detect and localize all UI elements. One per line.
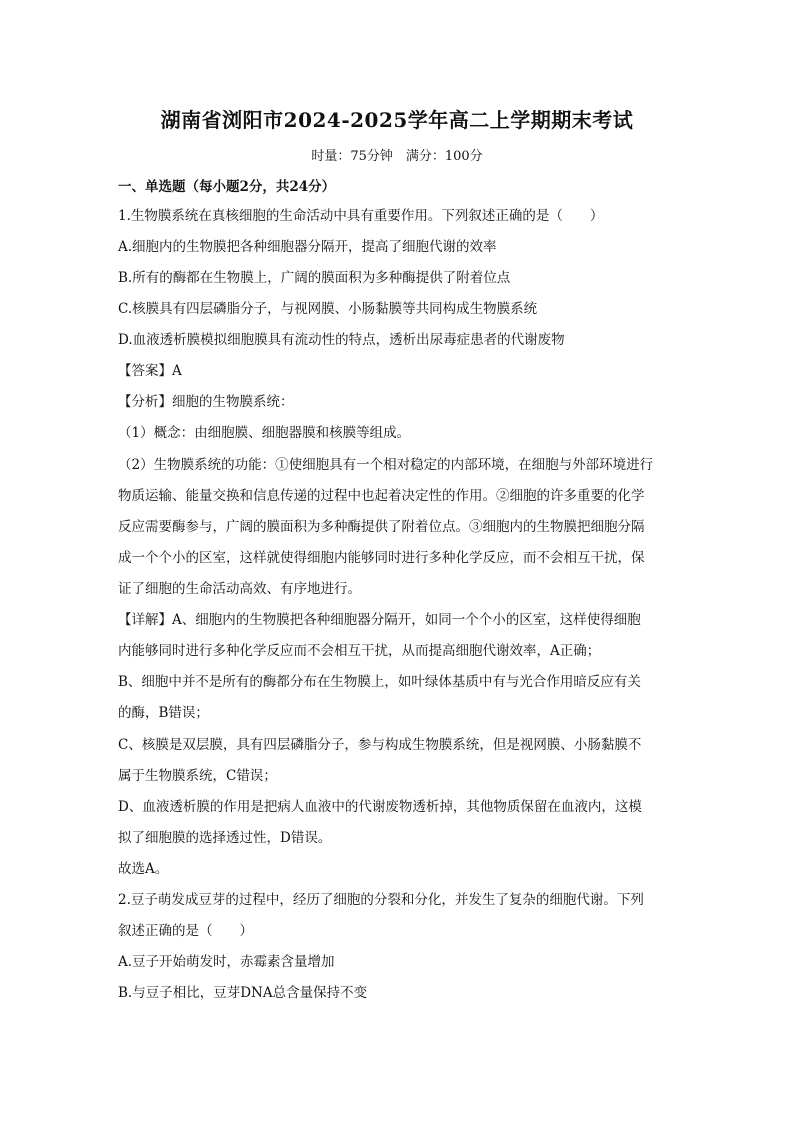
question-1-analysis-line: 成一个个小的区室，这样就使得细胞内能够同时进行多种化学反应，而不会相互干扰，保 [118, 550, 645, 566]
question-2-stem: 叙述正确的是（ ） [118, 923, 253, 939]
question-1-analysis-line: 证了细胞的生命活动高效、有序地进行。 [118, 581, 361, 597]
question-2-stem: 2.豆子萌发成豆芽的过程中，经历了细胞的分裂和分化，并发生了复杂的细胞代谢。下列 [118, 892, 644, 908]
question-1-detail-line: 的酶，B错误； [118, 705, 209, 721]
question-1-answer: 【答案】A [118, 363, 182, 379]
document-title: 湖南省浏阳市2024-2025学年高二上学期期末考试 [160, 108, 634, 132]
question-1-option-d: D.血液透析膜模拟细胞膜具有流动性的特点，透析出尿毒症患者的代谢废物 [118, 332, 565, 348]
section-heading: 一、单选题（每小题2分，共24分） [118, 179, 336, 195]
question-1-analysis-line: 物质运输、能量交换和信息传递的过程中也起着决定性的作用。②细胞的许多重要的化学 [118, 488, 645, 504]
question-1-option-b: B.所有的酶都在生物膜上，广阔的膜面积为多种酶提供了附着位点 [118, 270, 511, 286]
question-1-detail-line: 拟了细胞膜的选择透过性，D错误。 [118, 830, 332, 846]
question-1-detail-line: 【详解】A、细胞内的生物膜把各种细胞器分隔开，如同一个个小的区室，这样使得细胞 [118, 612, 641, 628]
question-1-detail-line: D、血液透析膜的作用是把病人血液中的代谢废物透析掉，其他物质保留在血液内，这模 [118, 799, 642, 815]
question-2-option-a: A.豆子开始萌发时，赤霉素含量增加 [118, 954, 335, 970]
question-1-option-c: C.核膜具有四层磷脂分子，与视网膜、小肠黏膜等共同构成生物膜系统 [118, 301, 538, 317]
question-1-analysis-line: （2）生物膜系统的功能：①使细胞具有一个相对稳定的内部环境，在细胞与外部环境进行 [118, 457, 654, 473]
question-1-option-a: A.细胞内的生物膜把各种细胞器分隔开，提高了细胞代谢的效率 [118, 239, 497, 255]
question-1-conclusion: 故选A。 [118, 861, 169, 877]
question-1-detail-line: 内能够同时进行多种化学反应而不会相互干扰，从而提高细胞代谢效率，A正确； [118, 643, 601, 659]
question-1-detail-line: B、细胞中并不是所有的酶都分布在生物膜上，如叶绿体基质中有与光合作用暗反应有关 [118, 674, 641, 690]
question-1-analysis-line: （1）概念：由细胞膜、细胞器膜和核膜等组成。 [118, 425, 411, 441]
question-1-analysis-heading: 【分析】细胞的生物膜系统： [118, 394, 294, 410]
question-1-stem: 1.生物膜系统在真核细胞的生命活动中具有重要作用。下列叙述正确的是（ ） [118, 208, 604, 224]
exam-meta: 时量：75分钟 满分：100分 [311, 149, 483, 164]
question-1-detail-line: 属于生物膜系统，C错误； [118, 768, 277, 784]
question-1-detail-line: C、核膜是双层膜，具有四层磷脂分子，参与构成生物膜系统，但是视网膜、小肠黏膜不 [118, 737, 642, 753]
question-1-analysis-line: 反应需要酶参与，广阔的膜面积为多种酶提供了附着位点。③细胞内的生物膜把细胞分隔 [118, 519, 645, 535]
question-2-option-b: B.与豆子相比，豆芽DNA总含量保持不变 [118, 985, 368, 1001]
